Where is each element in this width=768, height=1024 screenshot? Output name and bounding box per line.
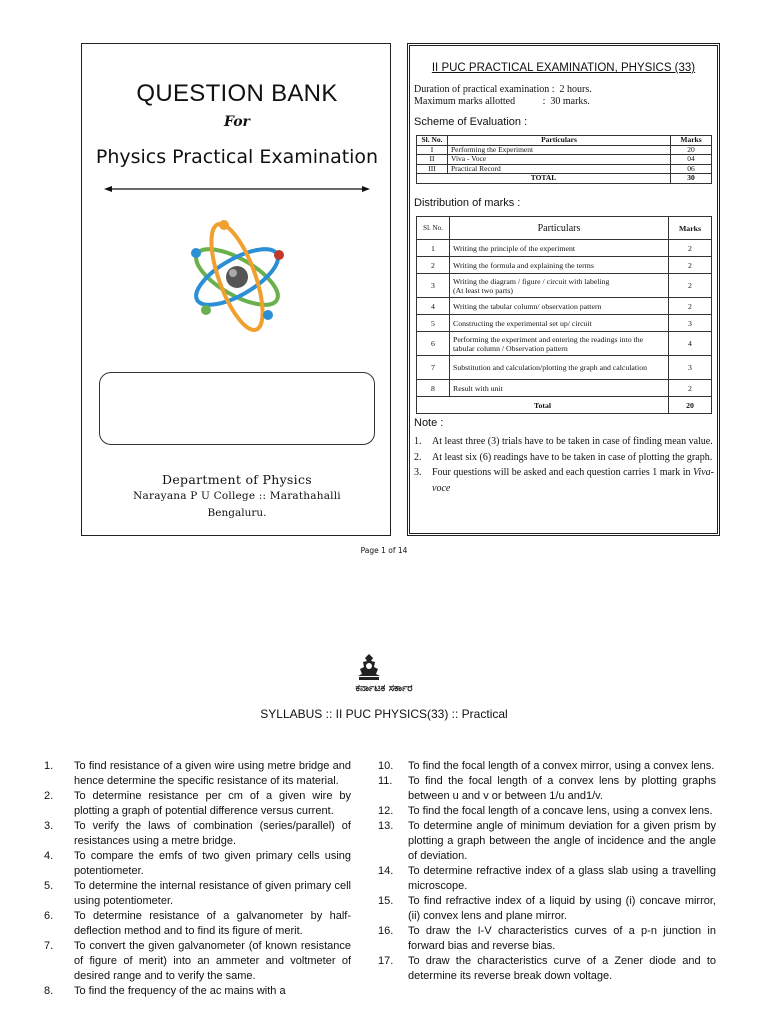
item-number: 15.	[378, 895, 394, 907]
table-cell: TOTAL	[417, 174, 671, 184]
item-number: 8.	[44, 985, 54, 997]
table-cell: 2	[417, 257, 450, 274]
item-text: To determine the internal resistance of given primary cell using potentiometer.	[74, 880, 351, 907]
table-cell: 5	[417, 315, 450, 332]
table-cell: 2	[669, 380, 712, 397]
item-number: 2.	[44, 790, 54, 802]
syllabus-list-right	[378, 759, 716, 984]
item-text: To determine resistance of a galvanometer by half-deflection method and to find its figure of merit.	[74, 910, 351, 937]
item-text: To draw the characteristics curve of a Zener diode and to determine its reverse break down voltage.	[408, 955, 716, 982]
table-row	[417, 298, 712, 315]
item-number: 3.	[44, 820, 54, 832]
table-cell: Writing the principle of the experiment	[450, 240, 669, 257]
item-text: To find refractive index of a liquid by using (i) concave mirror, (ii) convex lens and plane mirror.	[408, 895, 716, 922]
table-row	[417, 274, 712, 298]
cover-title: QUESTION BANK	[136, 80, 338, 107]
table-cell: Total	[417, 397, 669, 414]
list-item	[378, 894, 716, 924]
table-cell: Result with unit	[450, 380, 669, 397]
name-box	[99, 372, 375, 445]
table-row	[417, 155, 712, 165]
list-item	[44, 849, 351, 879]
table-header-cell: Marks	[669, 217, 712, 240]
table-header-row	[417, 217, 712, 240]
item-text: To find the frequency of the ac mains with a	[74, 985, 286, 997]
table-cell: 1	[417, 240, 450, 257]
list-item	[44, 909, 351, 939]
table-header-cell: Particulars	[448, 136, 671, 146]
table-cell: 2	[669, 298, 712, 315]
table-cell: 2	[669, 240, 712, 257]
list-item	[44, 819, 351, 849]
table-cell: Writing the diagram / figure / circuit with labeling (At least two parts)	[450, 274, 669, 298]
item-text: To find resistance of a given wire using metre bridge and hence determine the specific resistance of its material.	[74, 760, 351, 787]
state-emblem-icon	[356, 652, 382, 682]
table-header-row	[417, 136, 712, 146]
notes-list	[414, 434, 714, 496]
cover-panel	[81, 43, 391, 536]
syllabus-title: SYLLABUS :: II PUC PHYSICS(33) :: Practical	[260, 707, 508, 721]
table-cell: 04	[671, 155, 712, 165]
table-cell: 8	[417, 380, 450, 397]
item-text: To determine refractive index of a glass slab using a travelling microscope.	[408, 865, 716, 892]
table-cell: II	[417, 155, 448, 165]
table-row	[417, 356, 712, 380]
table-cell: 4	[669, 332, 712, 356]
double-arrow-icon	[104, 184, 370, 194]
item-text: To find the focal length of a concave lens, using a convex lens.	[408, 805, 713, 817]
table-cell: 30	[671, 174, 712, 184]
cover-for-text: For	[224, 114, 250, 130]
item-text: To determine resistance per cm of a given wire by plotting a graph of potential difference versus current.	[74, 790, 351, 817]
item-text: To verify the laws of combination (series/parallel) of resistances using a metre bridge.	[74, 820, 351, 847]
list-item	[44, 984, 351, 999]
item-number: 16.	[378, 925, 394, 937]
table-cell: 2	[669, 274, 712, 298]
item-text: To convert the given galvanometer (of known resistance of figure of merit) into an ammeter and voltmeter of desired range and to verify the same.	[74, 940, 351, 982]
note-text: At least three (3) trials have to be taken in case of finding mean value.	[432, 436, 713, 447]
item-number: 6.	[44, 910, 54, 922]
table-cell: Practical Record	[448, 164, 671, 174]
item-number: 13.	[378, 820, 394, 832]
table-cell: 3	[669, 356, 712, 380]
table-header-cell: Marks	[671, 136, 712, 146]
cover-subtitle: Physics Practical Examination	[95, 146, 379, 168]
list-item	[378, 804, 716, 819]
table-header-cell: Sl. No.	[417, 217, 450, 240]
table-cell: 06	[671, 164, 712, 174]
table-total-row	[417, 174, 712, 184]
note-number: 2.	[414, 451, 422, 463]
table-row	[417, 164, 712, 174]
item-text: To draw the I-V characteristics curves of a p-n junction in forward bias and reverse bias.	[408, 925, 716, 952]
distribution-label: Distribution of marks :	[414, 197, 521, 209]
evaluation-table	[416, 135, 712, 184]
list-item	[378, 864, 716, 894]
table-row	[417, 257, 712, 274]
table-row	[417, 332, 712, 356]
item-number: 1.	[44, 760, 54, 772]
table-row	[417, 380, 712, 397]
table-row	[417, 240, 712, 257]
table-cell: III	[417, 164, 448, 174]
table-cell: Viva - Voce	[448, 155, 671, 165]
item-number: 17.	[378, 955, 394, 967]
distribution-table	[416, 216, 712, 414]
city-name: Bengaluru.	[207, 507, 267, 519]
list-item	[44, 879, 351, 909]
note-label: Note :	[414, 417, 444, 429]
item-number: 5.	[44, 880, 54, 892]
exam-title: II PUC PRACTICAL EXAMINATION, PHYSICS (33)	[431, 62, 696, 74]
item-number: 11.	[378, 775, 393, 787]
list-item	[378, 774, 716, 804]
table-header-cell: Sl. No.	[417, 136, 448, 146]
table-cell: Writing the tabular column/ observation pattern	[450, 298, 669, 315]
note-number: 3.	[414, 467, 422, 478]
item-number: 4.	[44, 850, 54, 862]
table-total-row	[417, 397, 712, 414]
note-item	[414, 434, 714, 450]
government-label: ಕರ್ನಾಟಕ ಸರ್ಕಾರ	[355, 683, 413, 694]
note-emphasis: Viva- voce	[432, 467, 714, 494]
item-text: To determine angle of minimum deviation for a given prism by plotting a graph between the angle of incidence and the angle of deviation.	[408, 820, 716, 862]
item-text: To find the focal length of a convex mirror, using a convex lens.	[408, 760, 715, 772]
college-name: Narayana P U College :: Marathahalli	[133, 490, 341, 502]
syllabus-list-left	[44, 759, 351, 999]
scheme-label: Scheme of Evaluation :	[414, 116, 528, 128]
note-text: At least six (6) readings have to be taken in case of plotting the graph.	[432, 451, 713, 463]
table-cell: Performing the Experiment	[448, 145, 671, 155]
table-cell: 6	[417, 332, 450, 356]
atom-icon	[186, 215, 288, 339]
item-number: 12.	[378, 805, 394, 817]
table-cell: Performing the experiment and entering the readings into the tabular column / Observation pattern	[450, 332, 669, 356]
scheme-panel	[407, 43, 720, 536]
table-cell: Substitution and calculation/plotting the graph and calculation	[450, 356, 669, 380]
item-number: 14.	[378, 865, 394, 877]
list-item	[378, 924, 716, 954]
item-number: 10.	[378, 760, 394, 772]
table-cell: Constructing the experimental set up/ circuit	[450, 315, 669, 332]
table-cell: 20	[669, 397, 712, 414]
max-marks: Maximum marks allotted : 30 marks.	[414, 96, 590, 107]
table-cell: 7	[417, 356, 450, 380]
note-number: 1.	[414, 436, 422, 447]
list-item	[44, 759, 351, 789]
list-item	[44, 789, 351, 819]
table-cell: 20	[671, 145, 712, 155]
table-row	[417, 315, 712, 332]
list-item	[378, 819, 716, 864]
note-item	[414, 465, 714, 496]
page-number: Page 1 of 14	[360, 546, 408, 555]
table-header-cell: Particulars	[450, 217, 669, 240]
table-cell: I	[417, 145, 448, 155]
table-cell: 2	[669, 257, 712, 274]
item-text: To find the focal length of a convex lens by plotting graphs between u and v or between 1/u and1/v.	[408, 775, 716, 802]
item-text: To compare the emfs of two given primary cells using potentiometer.	[74, 850, 351, 877]
table-cell: 3	[669, 315, 712, 332]
list-item	[44, 939, 351, 984]
list-item	[378, 954, 716, 984]
table-cell: Writing the formula and explaining the terms	[450, 257, 669, 274]
table-cell: 3	[417, 274, 450, 298]
table-cell: 4	[417, 298, 450, 315]
list-item	[378, 759, 716, 774]
note-item	[414, 450, 714, 466]
exam-duration: Duration of practical examination : 2 hours.	[414, 84, 592, 95]
note-text: Four questions will be asked and each question carries 1 mark in	[432, 467, 694, 478]
item-number: 7.	[44, 940, 54, 952]
department-name: Department of Physics	[162, 472, 312, 487]
